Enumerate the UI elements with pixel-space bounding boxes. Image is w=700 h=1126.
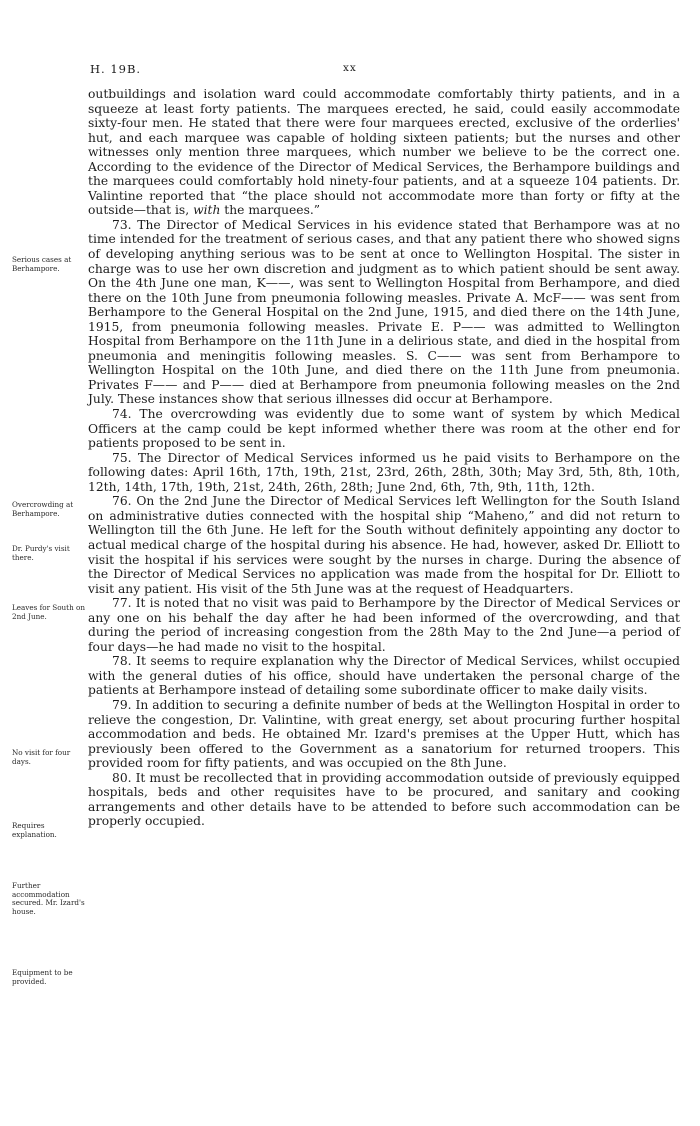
paragraph-74: 74. The overcrowding was evidently due to some want of system by which Medical Officers at the camp could be kept informed whether there was room at the other end for patients proposed to be sent in. — [88, 407, 680, 451]
report-reference: H. 19B. — [90, 62, 142, 76]
margin-note-equipment: Equipment to be provided. — [12, 968, 73, 986]
paragraph-number: 79. — [112, 697, 132, 712]
margin-note-leaves-south: Leaves for South on 2nd June. — [12, 603, 85, 621]
paragraph-number: 75. — [112, 450, 132, 465]
body-text — [88, 87, 680, 829]
margin-note-further-accommodation: Further accommodation secured. Mr. Izard's house. — [12, 881, 85, 916]
paragraph-79: 79. In addition to securing a definite number of beds at the Wellington Hospital in order to relieve the congestion, Dr. Valintine, with great energy, set about procuring further hospital accommodation and beds. He obtained Mr. Izard's premises at the Upper Hutt, which has previously been offered to the Government as a sanatorium for returned troopers. This provided room for fifty patients, and was occupied on the 8th June. — [88, 697, 680, 771]
paragraph-continued: outbuildings and isolation ward could accommodate comfortably thirty patients, and in a squeeze at least forty patients. The marquees erected, he said, could easily accommodate sixty-four men. He stated that there were four marquees erected, exclusive of the orderlies' hut, and each marquee was capable of holding sixteen patients; but the nurses and other witnesses only mention three marquees, which number we believe to be the correct one. According to the evidence of the Director of Medical Services, the Berhampore buildings and the marquees could comfortably hold ninety-four patients, and at a squeeze 104 patients. Dr. Valintine reported that “the place should not accommodate more than forty or fifty at the outside—that is, with the marquees.” — [88, 87, 680, 218]
margin-note-serious-cases: Serious cases at Berhampore. — [12, 255, 72, 273]
margin-note-overcrowding: Overcrowding at Berhampore. — [12, 500, 74, 518]
paragraph-number: 78. — [112, 654, 132, 669]
paragraph-77: 77. It is noted that no visit was paid to Berhampore by the Director of Medical Services or any one on his behalf the day after he had been informed of the overcrowding, and that during the period of increasing congestion from the 28th May to the 2nd June—a period of four days—he had made no visit to the hospital. — [88, 596, 680, 654]
paragraph-76: 76. On the 2nd June the Director of Medical Services left Wellington for the South Island on administrative duties connected with the hospital ship “Maheno,” and did not return to Wellington till the 6th June. He left for the South without definitely appointing any doctor to actual medical charge of the hospital during his absence. He had, however, asked Dr. Elliott to visit the hospital if his services were sought by the nurses in charge. During the absence of the Director of Medical Services no application was made from the hospital for Dr. Elliott to visit any patient. His visit of the 5th June was at the request of Headquarters. — [88, 494, 680, 596]
paragraph-80: 80. It must be recollected that in providing accommodation outside of previously equipped hospitals, beds and other requisites have to be procured, and sanitary and cooking arrangements and other details have to be attended to before such accommodation can be properly occupied. — [88, 770, 680, 829]
paragraph-number: 73. — [112, 217, 132, 232]
page-number: xx — [343, 62, 357, 74]
page-header — [90, 62, 590, 78]
paragraph-75: 75. The Director of Medical Services informed us he paid visits to Berhampore on the following dates: April 16th, 17th, 19th, 21st, 23rd, 26th, 28th, 30th; May 3rd, 5th, 8th, 10th, 12th, 14th, 17th, 19th, 21st, 24th, 26th, 28th; June 2nd, 6th, 7th, 9th, 11th, 12th. — [88, 450, 680, 494]
margin-note-no-visit: No visit for four days. — [12, 748, 71, 766]
paragraph-number: 80. — [112, 770, 132, 785]
paragraph-number: 77. — [112, 596, 132, 611]
paragraph-number: 76. — [112, 494, 132, 509]
margin-note-requires-explanation: Requires explanation. — [12, 821, 57, 839]
paragraph-number: 74. — [112, 407, 132, 422]
emphasis: with — [193, 203, 221, 218]
paragraph-78: 78. It seems to require explanation why the Director of Medical Services, whilst occupied with the general duties of his office, should have undertaken the personal charge of the patients at Berhampore instead of detailing some subordinate officer to make daily visits. — [88, 654, 680, 698]
margin-note-purdy-visit: Dr. Purdy's visit there. — [12, 544, 70, 562]
paragraph-73: 73. The Director of Medical Services in his evidence stated that Berhampore was at no time intended for the treatment of serious cases, and that any patient there who showed signs of developing anything serious was to be sent at once to Wellington Hospital. The sister in charge was to use her own discretion and judgment as to which patient should be sent away. On the 4th June one man, K——, was sent to Wellington Hospital from Berhampore, and died there on the 10th June from pneumonia following measles. Private A. McF—— was sent from Berhampore to the General Hospital on the 2nd June, 1915, and died there on the 14th June, 1915, from pneumonia following measles. Private E. P—— was admitted to Wellington Hospital from Berhampore on the 11th June in a delirious state, and died in the hospital from pneumonia and meningitis following measles. S. C—— was sent from Berhampore to Wellington Hospital on the 10th June, and died there on the 11th June from pneumonia. Privates F—— and P—— died at Berhampore from pneumonia following measles on the 2nd July. These instances show that serious illnesses did occur at Berhampore. — [88, 217, 680, 407]
